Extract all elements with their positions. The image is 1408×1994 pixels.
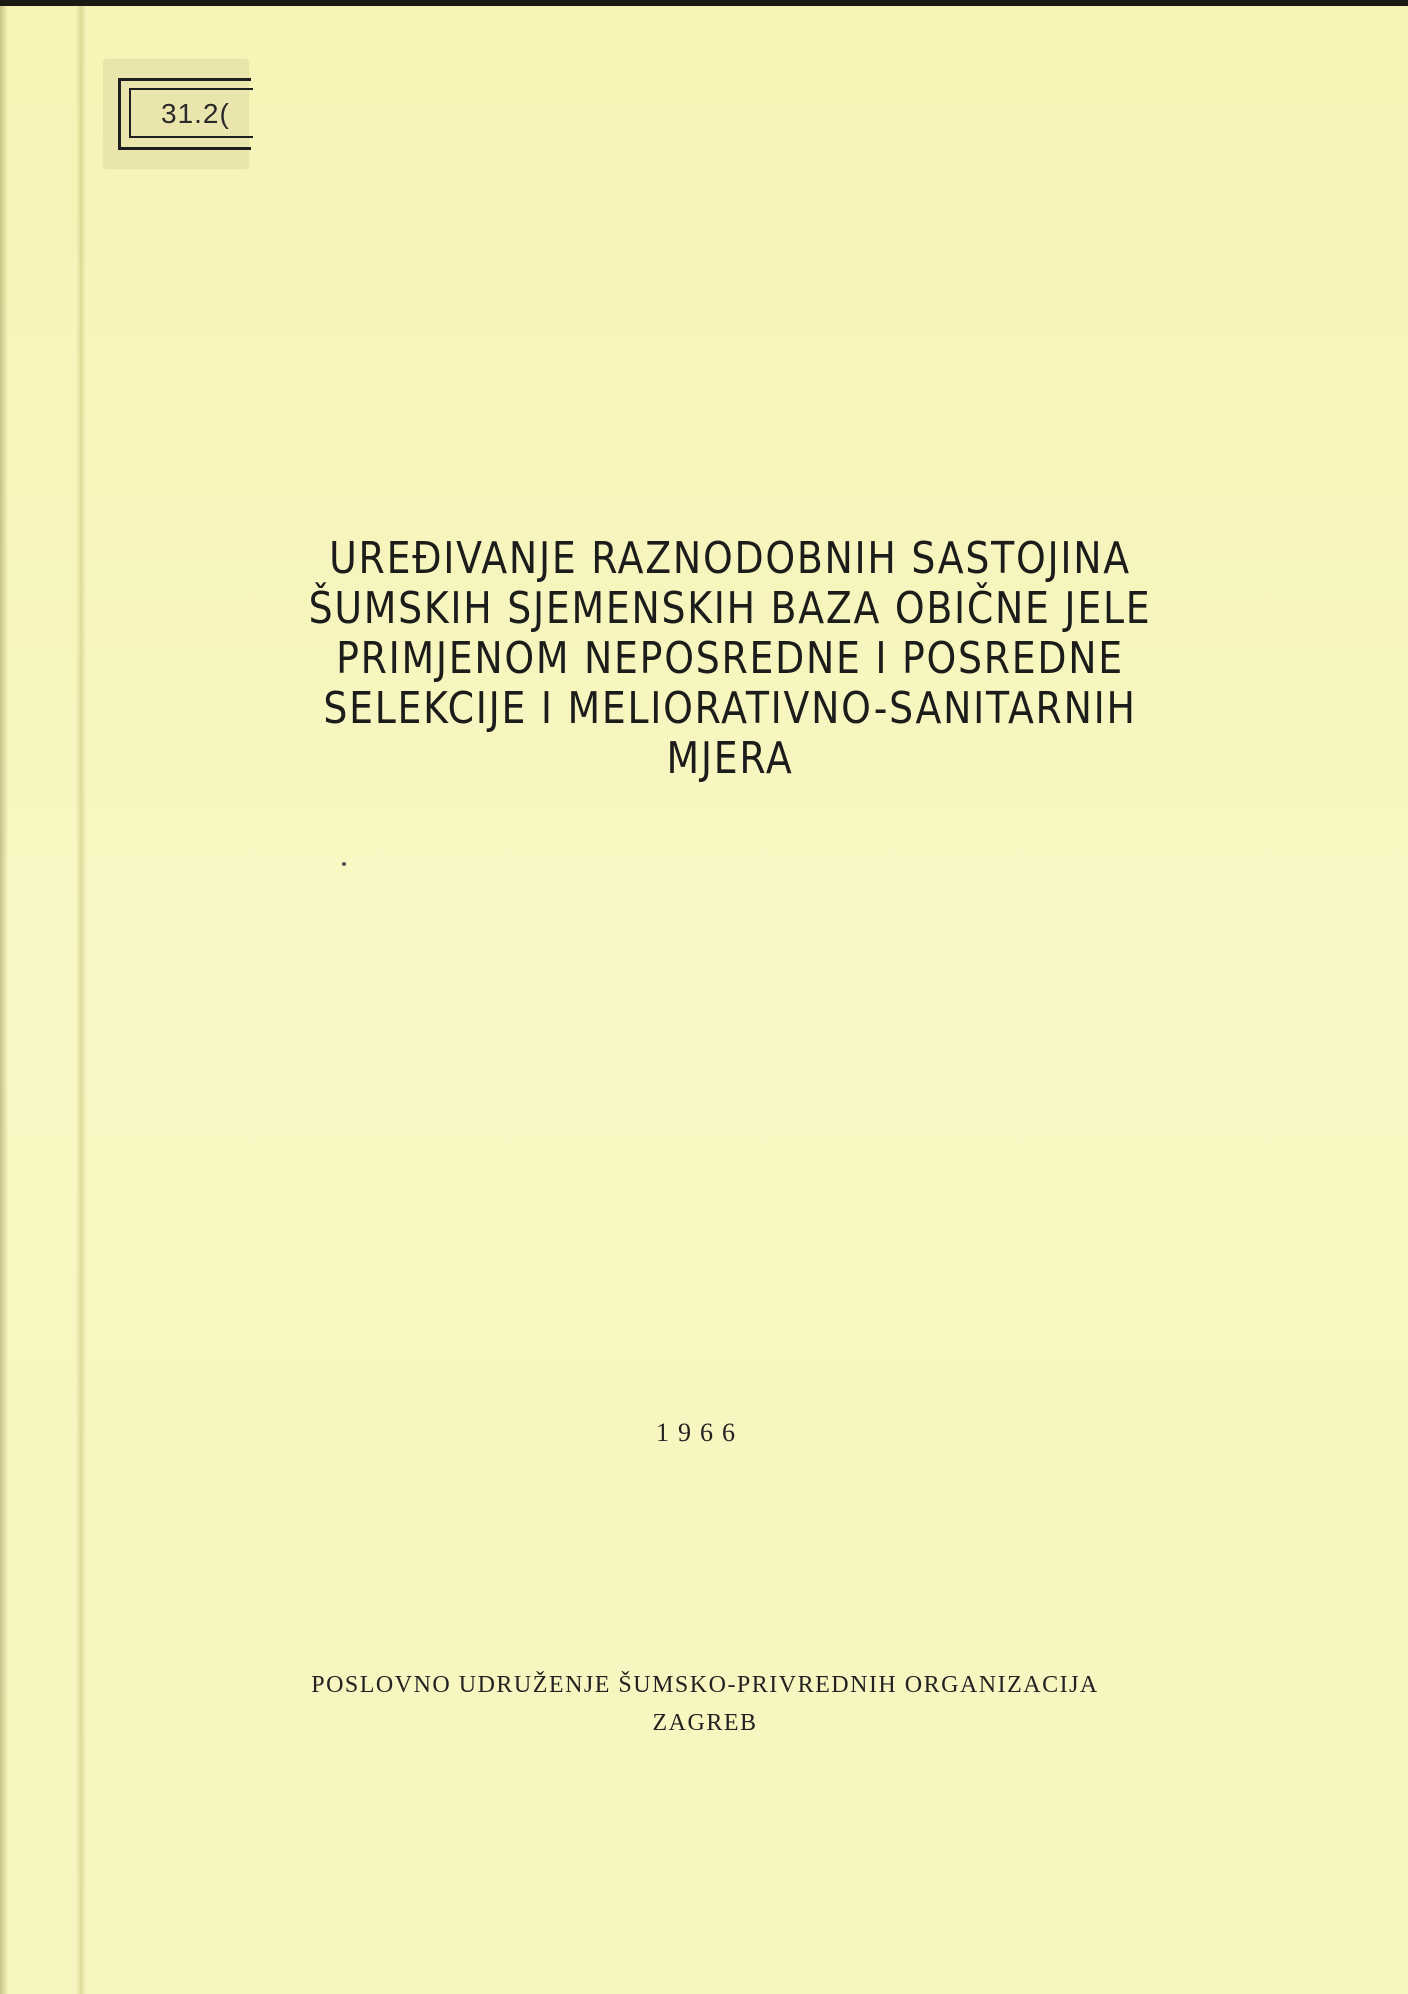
title-line-5: MJERA xyxy=(666,733,794,784)
label-frame-outer xyxy=(118,78,251,150)
cover-left-edge xyxy=(0,6,8,1994)
publisher-city: ZAGREB xyxy=(652,1710,758,1736)
label-frame-inner xyxy=(129,88,253,138)
spine-crease xyxy=(76,6,86,1994)
book-cover xyxy=(0,6,1408,1994)
publisher-block xyxy=(200,1666,1210,1742)
paper-speck xyxy=(342,862,346,866)
publication-year: 1966 xyxy=(656,1418,744,1447)
title-line-2: ŠUMSKIH SJEMENSKIH BAZA OBIČNE JELE xyxy=(308,583,1152,634)
publisher-name: POSLOVNO UDRUŽENJE ŠUMSKO-PRIVREDNIH ORGANIZACIJA xyxy=(311,1672,1099,1698)
title-line-4: SELEKCIJE I MELIORATIVNO-SANITARNIH xyxy=(323,683,1137,734)
library-label-sticker xyxy=(104,60,248,168)
book-title xyxy=(200,534,1260,784)
title-line-3: PRIMJENOM NEPOSREDNE I POSREDNE xyxy=(336,633,1124,684)
label-number: 31.2( xyxy=(161,98,230,129)
title-line-1: UREĐIVANJE RAZNODOBNIH SASTOJINA xyxy=(329,533,1131,584)
